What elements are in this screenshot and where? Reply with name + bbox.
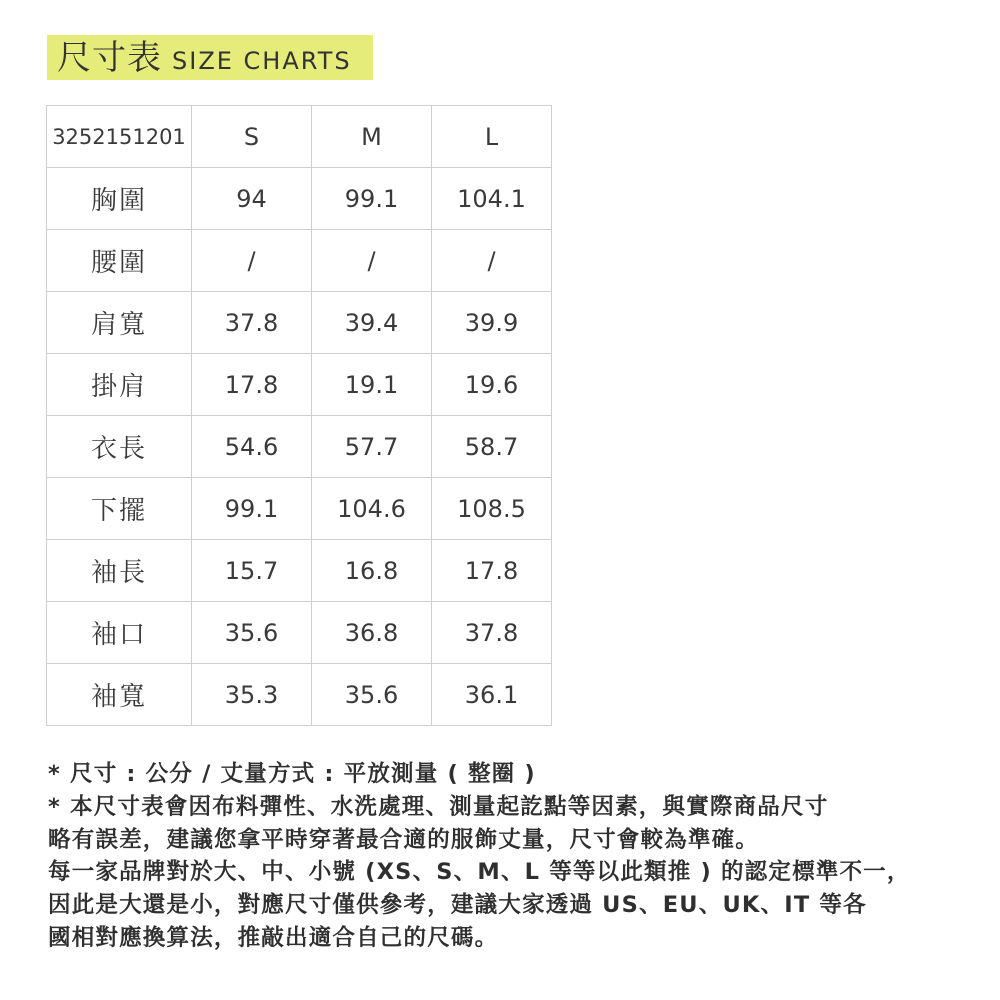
size-value-cell: 54.6 <box>192 416 312 478</box>
row-label: 袖口 <box>47 602 192 664</box>
size-value-cell: 36.1 <box>432 664 552 726</box>
table-row <box>47 602 552 664</box>
size-value-cell: 99.1 <box>312 168 432 230</box>
table-row <box>47 478 552 540</box>
row-label: 衣長 <box>47 416 192 478</box>
size-notes <box>48 758 968 955</box>
size-chart-title <box>47 35 373 80</box>
table-header-row <box>47 106 552 168</box>
size-value-cell: 36.8 <box>312 602 432 664</box>
row-label: 腰圍 <box>47 230 192 292</box>
size-value-cell: 99.1 <box>192 478 312 540</box>
size-value-cell: 37.8 <box>192 292 312 354</box>
row-label: 掛肩 <box>47 354 192 416</box>
note-line: * 本尺寸表會因布料彈性、水洗處理、測量起訖點等因素，與實際商品尺寸 <box>48 793 829 820</box>
note-line: 國相對應換算法，推敲出適合自己的尺碼。 <box>48 924 499 951</box>
note-line: 每一家品牌對於大、中、小號 (XS、S、M、L 等等以此類推 ) 的認定標準不一， <box>48 859 911 886</box>
size-header-l: L <box>432 106 552 168</box>
size-value-cell: 19.1 <box>312 354 432 416</box>
row-label: 胸圍 <box>47 168 192 230</box>
table-row <box>47 292 552 354</box>
note-line: 略有誤差，建議您拿平時穿著最合適的服飾丈量，尺寸會較為準確。 <box>48 826 760 853</box>
size-value-cell: 35.3 <box>192 664 312 726</box>
size-header-m: M <box>312 106 432 168</box>
note-line: 因此是大還是小，對應尺寸僅供參考，建議大家透過 US、EU、UK、IT 等各 <box>48 892 867 919</box>
product-code-cell: 3252151201 <box>47 106 192 168</box>
table-row <box>47 540 552 602</box>
size-value-cell: 39.4 <box>312 292 432 354</box>
table-row <box>47 354 552 416</box>
size-value-cell: / <box>192 230 312 292</box>
size-value-cell: 35.6 <box>192 602 312 664</box>
row-label: 肩寬 <box>47 292 192 354</box>
size-header-s: S <box>192 106 312 168</box>
size-value-cell: 17.8 <box>192 354 312 416</box>
table-row <box>47 168 552 230</box>
size-value-cell: 16.8 <box>312 540 432 602</box>
size-value-cell: 94 <box>192 168 312 230</box>
size-value-cell: 37.8 <box>432 602 552 664</box>
size-value-cell: 58.7 <box>432 416 552 478</box>
note-line: * 尺寸 : 公分 / 丈量方式 : 平放測量 ( 整圈 ) <box>48 761 536 787</box>
size-value-cell: 15.7 <box>192 540 312 602</box>
size-value-cell: / <box>432 230 552 292</box>
size-value-cell: 17.8 <box>432 540 552 602</box>
table-row <box>47 664 552 726</box>
title-chinese: 尺寸表 <box>57 37 162 78</box>
row-label: 袖寬 <box>47 664 192 726</box>
size-value-cell: 108.5 <box>432 478 552 540</box>
size-value-cell: 19.6 <box>432 354 552 416</box>
size-value-cell: / <box>312 230 432 292</box>
table-row <box>47 230 552 292</box>
size-table <box>46 105 552 726</box>
size-value-cell: 35.6 <box>312 664 432 726</box>
row-label: 下擺 <box>47 478 192 540</box>
size-value-cell: 57.7 <box>312 416 432 478</box>
title-english: SIZE CHARTS <box>172 46 352 75</box>
size-value-cell: 39.9 <box>432 292 552 354</box>
size-value-cell: 104.6 <box>312 478 432 540</box>
row-label: 袖長 <box>47 540 192 602</box>
table-row <box>47 416 552 478</box>
size-value-cell: 104.1 <box>432 168 552 230</box>
